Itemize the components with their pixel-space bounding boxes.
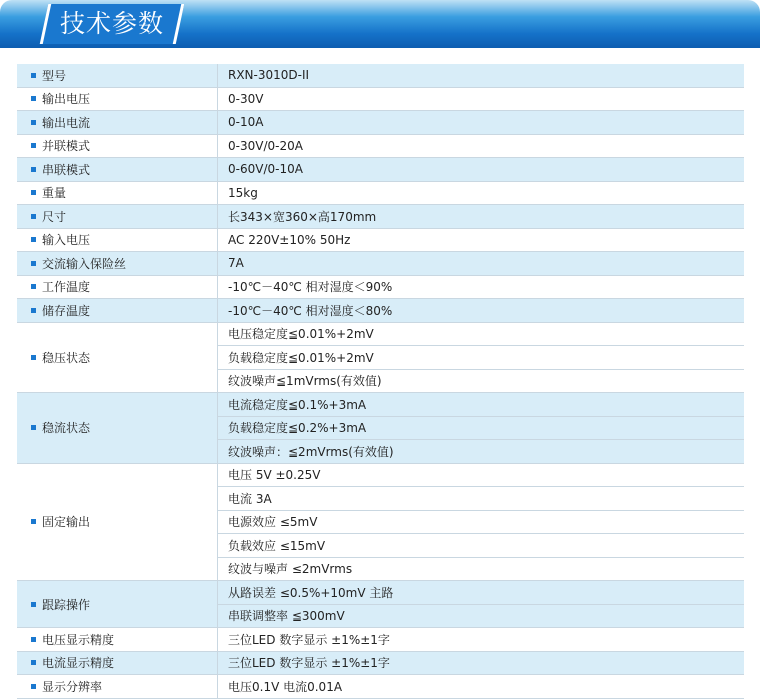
spec-label-cell: [17, 158, 218, 182]
spec-value: 纹波与噪声 ≤2mVrms: [218, 557, 745, 581]
spec-label: 固定输出: [42, 515, 91, 530]
spec-value: 0-60V/0-10A: [218, 158, 745, 182]
spec-value: 电压稳定度≦0.01%+2mV: [218, 322, 745, 346]
spec-label: 输出电压: [42, 92, 91, 107]
spec-value: 负载效应 ≤15mV: [218, 534, 745, 558]
spec-label-cell: [17, 651, 218, 675]
spec-label: 交流输入保险丝: [42, 256, 127, 271]
spec-label-cell: [17, 628, 218, 652]
spec-value: -10℃－40℃ 相对湿度＜80%: [218, 299, 745, 323]
spec-table: [17, 64, 744, 699]
spec-label-cell: [17, 581, 218, 628]
spec-label: 稳压状态: [42, 350, 91, 365]
spec-label: 重量: [42, 186, 67, 201]
table-row: [17, 228, 744, 252]
table-row: [17, 111, 744, 135]
spec-label: 稳流状态: [42, 421, 91, 436]
spec-label-cell: [17, 134, 218, 158]
spec-value: 串联调整率 ≦300mV: [218, 604, 745, 628]
square-bullet-icon: [31, 284, 36, 289]
table-row: [17, 181, 744, 205]
table-row: [17, 252, 744, 276]
spec-value: 电压 5V ±0.25V: [218, 463, 745, 487]
table-row: [17, 275, 744, 299]
table-row: [17, 64, 744, 87]
spec-label-cell: [17, 87, 218, 111]
spec-value: -10℃－40℃ 相对湿度＜90%: [218, 275, 745, 299]
spec-label: 电压显示精度: [42, 632, 115, 647]
spec-label-cell: [17, 228, 218, 252]
table-row: [17, 651, 744, 675]
square-bullet-icon: [31, 167, 36, 172]
spec-value: 负载稳定度≦0.2%+3mA: [218, 416, 745, 440]
spec-label-cell: [17, 393, 218, 464]
section-header: [0, 0, 760, 48]
spec-value: 从路误差 ≤0.5%+10mV 主路: [218, 581, 745, 605]
spec-label: 跟踪操作: [42, 597, 91, 612]
square-bullet-icon: [31, 425, 36, 430]
spec-label: 储存温度: [42, 303, 91, 318]
square-bullet-icon: [31, 96, 36, 101]
spec-value: 0-30V: [218, 87, 745, 111]
square-bullet-icon: [31, 214, 36, 219]
square-bullet-icon: [31, 684, 36, 689]
spec-label-cell: [17, 675, 218, 699]
spec-label-cell: [17, 64, 218, 87]
spec-value: RXN-3010D-II: [218, 64, 745, 87]
square-bullet-icon: [31, 660, 36, 665]
table-row: [17, 134, 744, 158]
square-bullet-icon: [31, 637, 36, 642]
spec-value: 三位LED 数字显示 ±1%±1字: [218, 628, 745, 652]
table-row: [17, 463, 744, 487]
square-bullet-icon: [31, 519, 36, 524]
table-row: [17, 628, 744, 652]
spec-label: 电流显示精度: [42, 656, 115, 671]
spec-value: 15kg: [218, 181, 745, 205]
spec-label: 尺寸: [42, 209, 67, 224]
table-row: [17, 87, 744, 111]
header-title-tab: [40, 4, 185, 44]
spec-value: 电压0.1V 电流0.01A: [218, 675, 745, 699]
spec-value: 三位LED 数字显示 ±1%±1字: [218, 651, 745, 675]
spec-label: 串联模式: [42, 162, 91, 177]
square-bullet-icon: [31, 261, 36, 266]
spec-value: 长343×宽360×高170mm: [218, 205, 745, 229]
table-row: [17, 299, 744, 323]
spec-value: 电流稳定度≦0.1%+3mA: [218, 393, 745, 417]
spec-label: 型号: [42, 68, 67, 83]
spec-value: 电流 3A: [218, 487, 745, 511]
spec-label-cell: [17, 252, 218, 276]
spec-label-cell: [17, 322, 218, 393]
table-row: [17, 393, 744, 417]
table-row: [17, 675, 744, 699]
spec-label-cell: [17, 275, 218, 299]
square-bullet-icon: [31, 143, 36, 148]
table-row: [17, 581, 744, 605]
table-row: [17, 322, 744, 346]
square-bullet-icon: [31, 308, 36, 313]
spec-label-cell: [17, 111, 218, 135]
spec-label-cell: [17, 299, 218, 323]
spec-value: 7A: [218, 252, 745, 276]
spec-label: 并联模式: [42, 139, 91, 154]
spec-label-cell: [17, 463, 218, 581]
spec-value: 负载稳定度≦0.01%+2mV: [218, 346, 745, 370]
spec-label: 输出电流: [42, 115, 91, 130]
spec-value: 纹波噪声：≦2mVrms(有效值): [218, 440, 745, 464]
spec-label: 显示分辨率: [42, 679, 103, 694]
spec-value: 纹波噪声≦1mVrms(有效值): [218, 369, 745, 393]
spec-value: AC 220V±10% 50Hz: [218, 228, 745, 252]
square-bullet-icon: [31, 602, 36, 607]
square-bullet-icon: [31, 355, 36, 360]
square-bullet-icon: [31, 237, 36, 242]
table-row: [17, 205, 744, 229]
table-row: [17, 158, 744, 182]
spec-value: 电源效应 ≤5mV: [218, 510, 745, 534]
spec-label-cell: [17, 181, 218, 205]
square-bullet-icon: [31, 73, 36, 78]
square-bullet-icon: [31, 190, 36, 195]
square-bullet-icon: [31, 120, 36, 125]
spec-label: 工作温度: [42, 280, 91, 295]
page-title: 技术参数: [59, 9, 164, 38]
spec-label: 输入电压: [42, 233, 91, 248]
spec-value: 0-10A: [218, 111, 745, 135]
spec-label-cell: [17, 205, 218, 229]
spec-value: 0-30V/0-20A: [218, 134, 745, 158]
